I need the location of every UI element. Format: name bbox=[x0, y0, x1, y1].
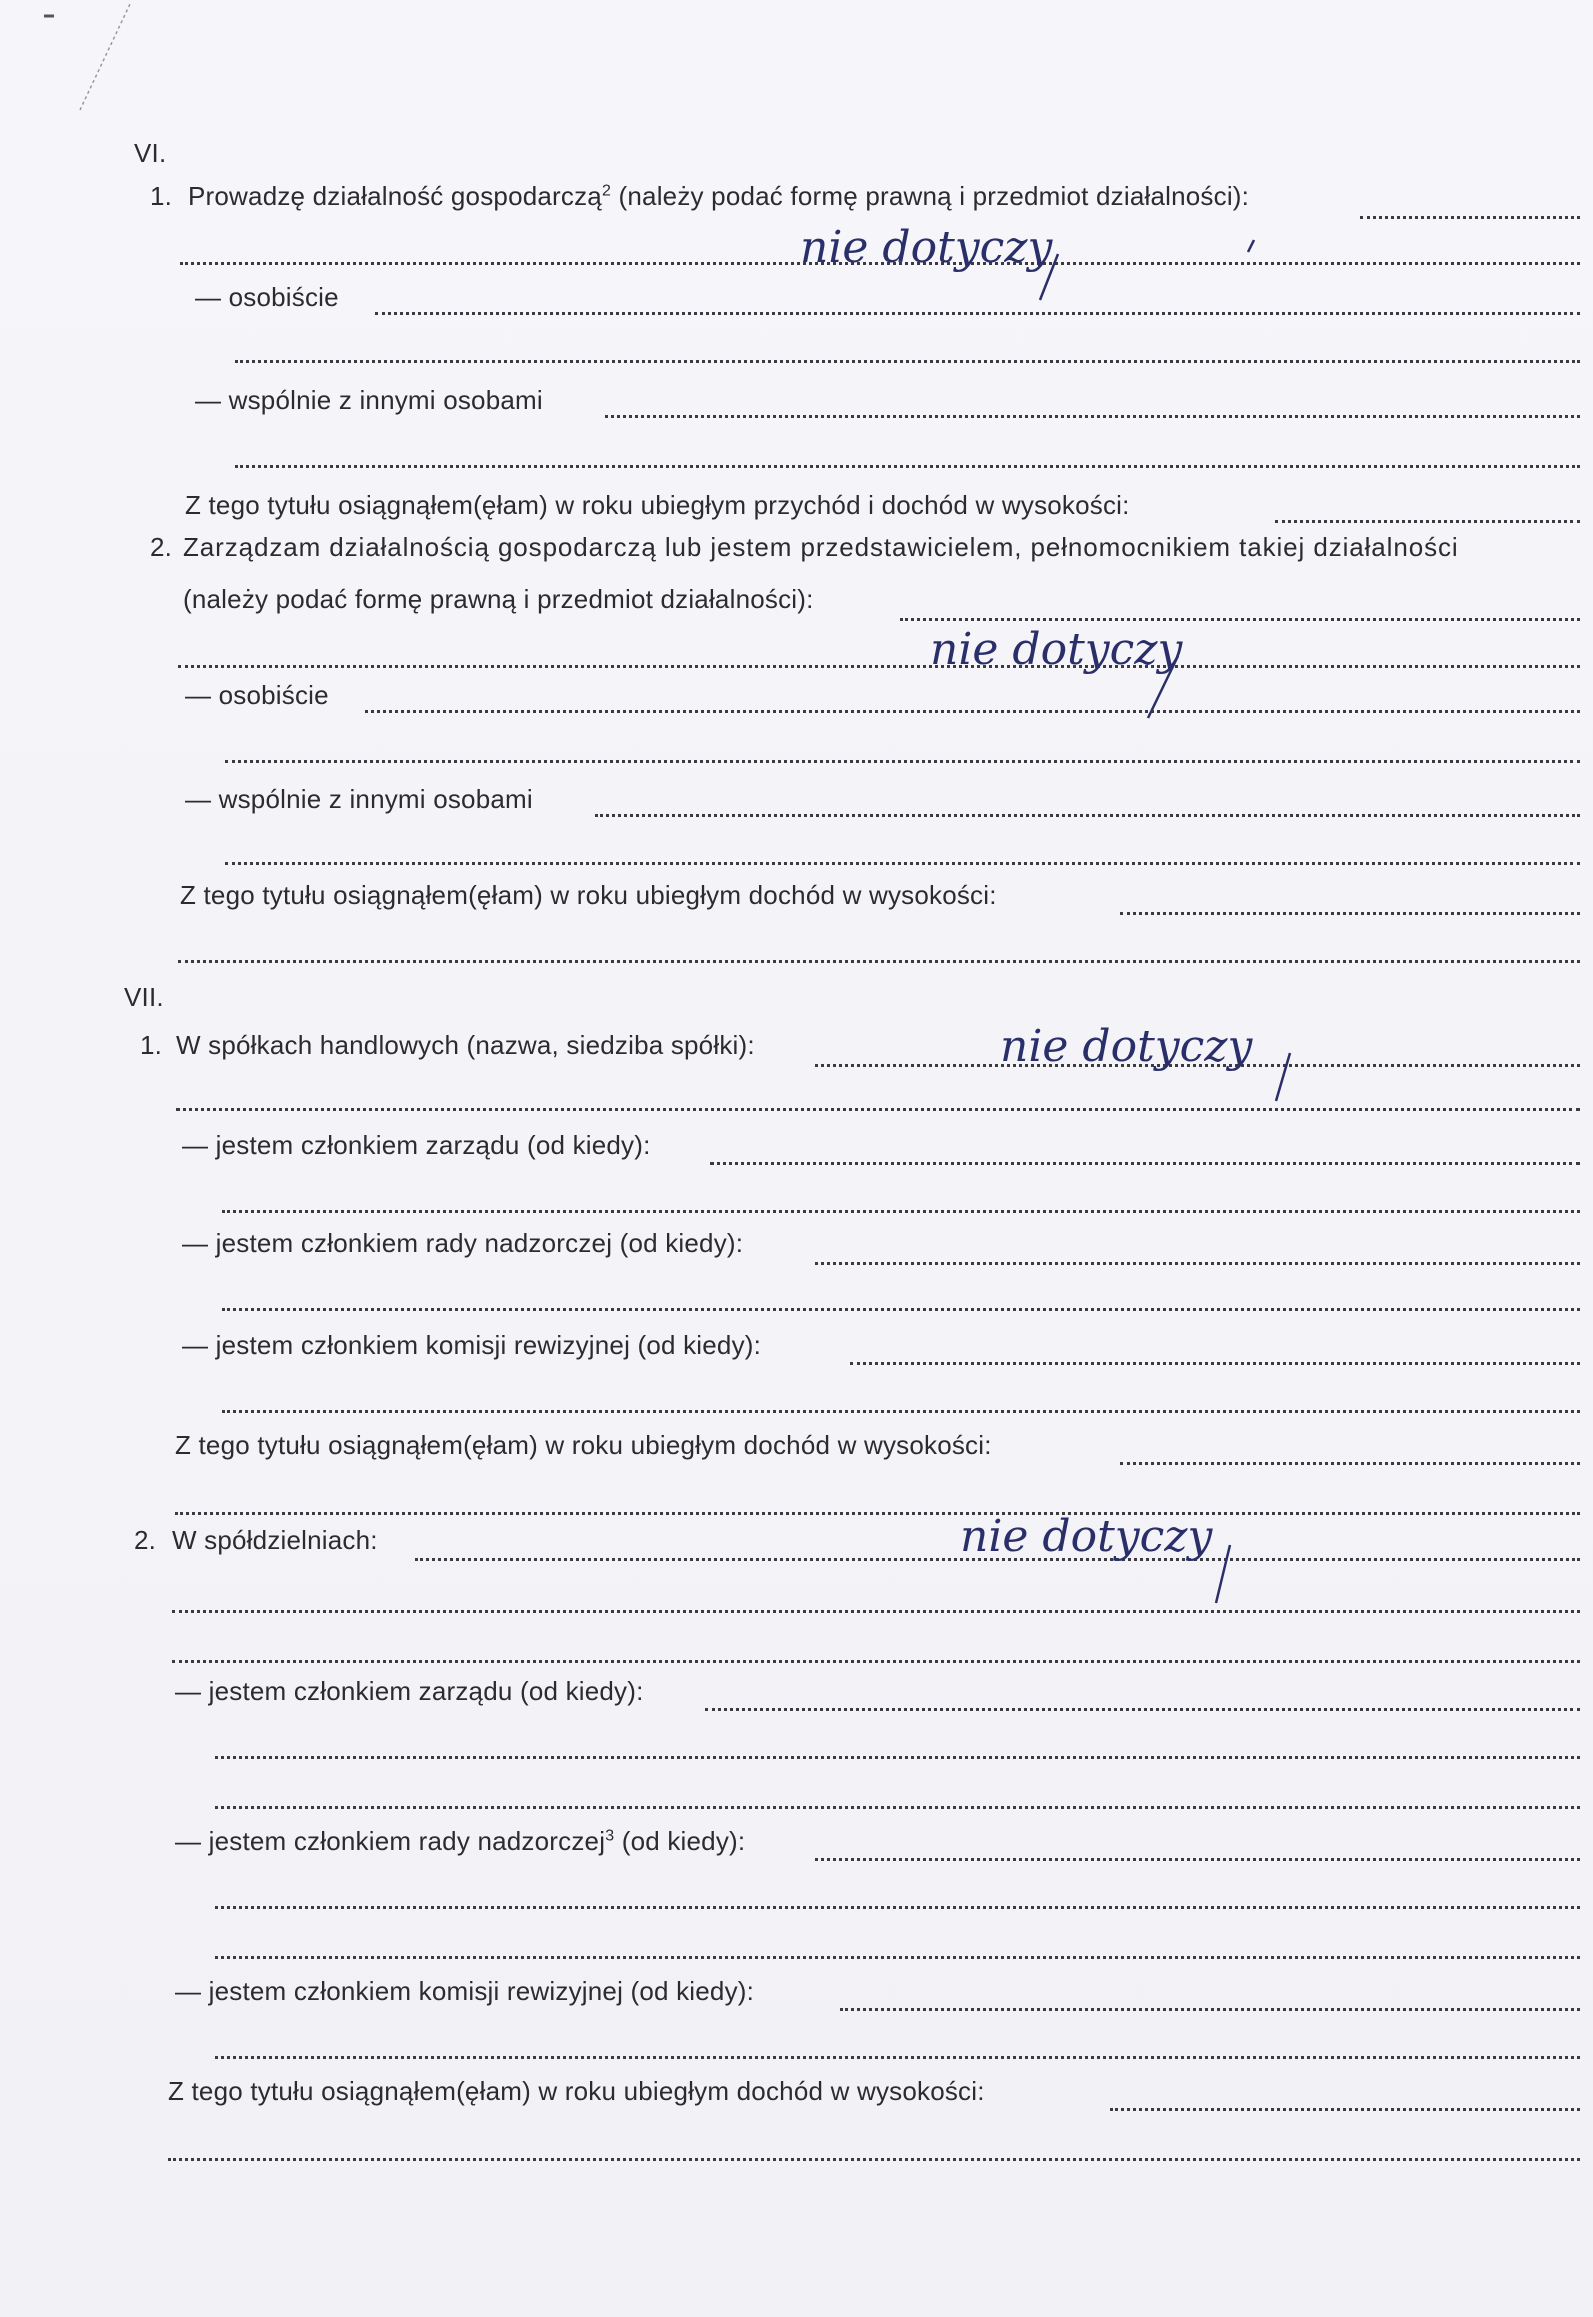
vi-item1-label: Prowadzę działalność gospodarczą$^2$ (należy podać formę prawną i przedmiot działalności): bbox=[188, 181, 1250, 211]
vii-item1-line-1 bbox=[176, 1108, 1580, 1111]
vii-item1-supervisory-line bbox=[815, 1262, 1580, 1265]
vii-item2-supervisory: — jestem członkiem rady nadzorczej$^3$ (od kiedy): bbox=[175, 1826, 746, 1856]
vi-item1-personal-line bbox=[375, 312, 1580, 315]
vii-item1-board-line bbox=[710, 1162, 1580, 1165]
vi-item2-personal-line bbox=[365, 710, 1580, 713]
vi-item1-personal-line-2 bbox=[235, 360, 1580, 363]
vii-item2-board-line-3 bbox=[215, 1806, 1580, 1809]
vi-item1-line-0 bbox=[1360, 216, 1580, 219]
vii-item2-label: W spółdzielniach: bbox=[172, 1525, 378, 1555]
section-vi-numeral: VI. bbox=[134, 138, 167, 168]
vii-item2-supervisory-line-3 bbox=[215, 1956, 1580, 1959]
vii-item2-income: Z tego tytułu osiągnąłem(ęłam) w roku ubiegłym dochód w wysokości: bbox=[168, 2076, 985, 2106]
vii-item2-board-line-2 bbox=[215, 1756, 1580, 1759]
vii-item1-audit: — jestem członkiem komisji rewizyjnej (od kiedy): bbox=[182, 1330, 762, 1360]
vii-item2-board-line bbox=[705, 1708, 1580, 1711]
vii-item2-board: — jestem członkiem zarządu (od kiedy): bbox=[175, 1676, 644, 1706]
vi-item1-income-line bbox=[1275, 520, 1580, 523]
vii-item1-income: Z tego tytułu osiągnąłem(ęłam) w roku ubiegłym dochód w wysokości: bbox=[175, 1430, 992, 1460]
vii-item2-answer-handwriting bbox=[950, 1505, 1350, 1605]
vii-item2-income-line bbox=[1110, 2108, 1580, 2111]
vi-item2-label-line2: (należy podać formę prawną i przedmiot działalności): bbox=[183, 584, 814, 614]
vii-item1-number: 1. bbox=[140, 1030, 163, 1060]
section-vii-numeral: VII. bbox=[124, 982, 164, 1012]
vi-item1-joint-line bbox=[605, 415, 1580, 418]
vi-item2-number: 2. bbox=[150, 532, 173, 562]
vii-item2-supervisory-footnote: 3 bbox=[605, 1827, 615, 1845]
vii-item1-income-line bbox=[1120, 1462, 1580, 1465]
vii-item1-board: — jestem członkiem zarządu (od kiedy): bbox=[182, 1130, 651, 1160]
vii-item2-supervisory-line-2 bbox=[215, 1906, 1580, 1909]
vi-item1-income: Z tego tytułu osiągnąłem(ęłam) w roku ubiegłym przychód i dochód w wysokości: bbox=[185, 490, 1130, 520]
vi-item2-joint-line-2 bbox=[225, 862, 1580, 865]
svg-text:nie dotyczy: nie dotyczy bbox=[960, 1511, 1213, 1562]
vii-item2-income-line-2 bbox=[168, 2158, 1580, 2161]
vii-item2-supervisory-line bbox=[815, 1858, 1580, 1861]
scan-corner-mark bbox=[30, 0, 140, 130]
vi-item2-joint: — wspólnie z innymi osobami bbox=[185, 784, 533, 814]
vi-item1-personal: — osobiście bbox=[195, 282, 339, 312]
svg-text:nie dotyczy: nie dotyczy bbox=[800, 222, 1053, 273]
vi-item1-joint: — wspólnie z innymi osobami bbox=[195, 385, 543, 415]
vi-item2-personal: — osobiście bbox=[185, 680, 329, 710]
svg-text:nie dotyczy: nie dotyczy bbox=[1000, 1021, 1253, 1072]
vii-item1-board-line-2 bbox=[222, 1210, 1580, 1213]
vi-item2-income: Z tego tytułu osiągnąłem(ęłam) w roku ubiegłym dochód w wysokości: bbox=[180, 880, 997, 910]
vii-item1-income-line-2 bbox=[175, 1512, 1580, 1515]
vii-item2-audit: — jestem członkiem komisji rewizyjnej (od kiedy): bbox=[175, 1976, 755, 2006]
vii-item2-audit-line-2 bbox=[215, 2056, 1580, 2059]
vii-item2-line-1 bbox=[172, 1610, 1580, 1613]
vii-item1-answer-handwriting bbox=[990, 1015, 1350, 1115]
vi-item2-income-line bbox=[1120, 912, 1580, 915]
vi-item2-line-1 bbox=[178, 665, 1580, 668]
vii-item1-audit-line-2 bbox=[222, 1410, 1580, 1413]
vii-item1-label: W spółkach handlowych (nazwa, siedziba spółki): bbox=[176, 1030, 755, 1060]
vi-item1-number: 1. bbox=[150, 181, 173, 211]
vi-item2-label: Zarządzam działalnością gospodarczą lub jestem przedstawicielem, pełnomocnikiem takiej działalności bbox=[183, 532, 1459, 562]
vii-item1-audit-line bbox=[850, 1362, 1580, 1365]
vii-item1-supervisory-line-2 bbox=[222, 1308, 1580, 1311]
vi-item2-joint-line bbox=[595, 814, 1580, 817]
vi-item2-answer-handwriting bbox=[920, 620, 1320, 720]
vii-item2-audit-line bbox=[840, 2008, 1580, 2011]
vii-item2-number: 2. bbox=[134, 1525, 157, 1555]
vi-item1-answer-handwriting bbox=[790, 218, 1290, 308]
svg-text:nie dotyczy: nie dotyczy bbox=[930, 624, 1183, 675]
vii-item1-supervisory: — jestem członkiem rady nadzorczej (od kiedy): bbox=[182, 1228, 744, 1258]
vi-item2-personal-line-2 bbox=[225, 760, 1580, 763]
vi-item2-income-line-2 bbox=[178, 960, 1580, 963]
vii-item2-line-2 bbox=[172, 1660, 1580, 1663]
vi-item1-footnote: 2 bbox=[601, 182, 612, 200]
vi-item1-joint-line-2 bbox=[235, 465, 1580, 468]
